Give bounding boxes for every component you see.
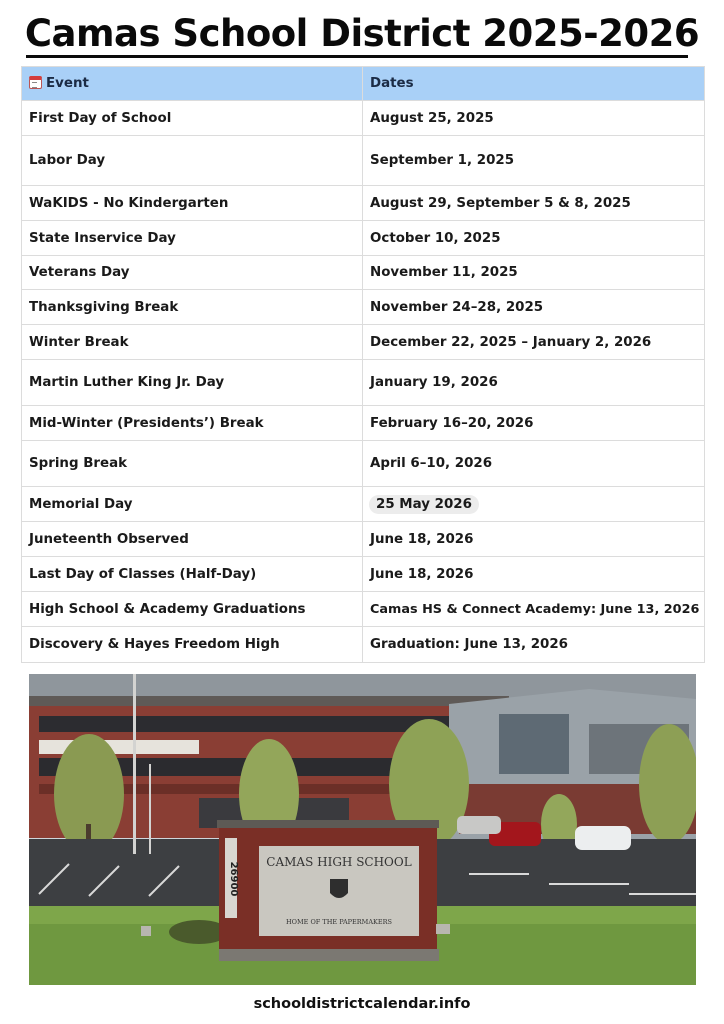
table-row bbox=[22, 256, 705, 290]
calendar-table bbox=[21, 66, 705, 663]
event-cell: Mid-Winter (Presidents’) Break bbox=[22, 406, 363, 441]
dates-cell: September 1, 2025 bbox=[363, 136, 705, 186]
table-row bbox=[22, 487, 705, 522]
event-cell: Discovery & Hayes Freedom High bbox=[22, 627, 363, 663]
table-row bbox=[22, 627, 705, 663]
header-event bbox=[22, 67, 363, 101]
dates-cell: November 11, 2025 bbox=[363, 256, 705, 290]
table-row bbox=[22, 101, 705, 136]
table-row bbox=[22, 325, 705, 360]
sign-subtitle: HOME OF THE PAPERMAKERS bbox=[286, 918, 392, 926]
table-row bbox=[22, 290, 705, 325]
sign-title: CAMAS HIGH SCHOOL bbox=[266, 855, 412, 869]
table-row bbox=[22, 592, 705, 627]
dates-cell: August 25, 2025 bbox=[363, 101, 705, 136]
event-cell: Last Day of Classes (Half-Day) bbox=[22, 557, 363, 592]
footer-site-link[interactable]: schooldistrictcalendar.info bbox=[253, 996, 471, 1012]
event-cell: High School & Academy Graduations bbox=[22, 592, 363, 627]
table-row bbox=[22, 441, 705, 487]
event-cell: Spring Break bbox=[22, 441, 363, 487]
event-cell: State Inservice Day bbox=[22, 221, 363, 256]
dates-cell: November 24–28, 2025 bbox=[363, 290, 705, 325]
camas-high-school-photo bbox=[29, 674, 696, 985]
dates-cell: June 18, 2026 bbox=[363, 557, 705, 592]
dates-cell: February 16–20, 2026 bbox=[363, 406, 705, 441]
table-row bbox=[22, 522, 705, 557]
table-row bbox=[22, 136, 705, 186]
dates-cell: Graduation: June 13, 2026 bbox=[363, 627, 705, 663]
table-row bbox=[22, 186, 705, 221]
table-header-row bbox=[22, 67, 705, 101]
dates-cell: April 6–10, 2026 bbox=[363, 441, 705, 487]
memorial-day-date-pill: 25 May 2026 bbox=[369, 495, 479, 514]
crest-icon bbox=[330, 879, 348, 898]
dates-cell: January 19, 2026 bbox=[363, 360, 705, 406]
event-cell: Martin Luther King Jr. Day bbox=[22, 360, 363, 406]
table-row bbox=[22, 557, 705, 592]
table-row bbox=[22, 406, 705, 441]
sign-number: 26900 bbox=[228, 861, 239, 897]
event-cell: Labor Day bbox=[22, 136, 363, 186]
dates-cell: Camas HS & Connect Academy: June 13, 2026 bbox=[363, 592, 705, 627]
header-event-label: Event bbox=[46, 76, 89, 91]
table-row bbox=[22, 221, 705, 256]
event-cell: Juneteenth Observed bbox=[22, 522, 363, 557]
calendar-icon bbox=[29, 76, 42, 89]
dates-cell bbox=[363, 487, 705, 522]
title-underline bbox=[26, 55, 688, 58]
event-cell: First Day of School bbox=[22, 101, 363, 136]
dates-cell: June 18, 2026 bbox=[363, 522, 705, 557]
table-row bbox=[22, 360, 705, 406]
dates-cell: August 29, September 5 & 8, 2025 bbox=[363, 186, 705, 221]
event-cell: Veterans Day bbox=[22, 256, 363, 290]
header-dates: Dates bbox=[363, 67, 705, 101]
dates-cell: October 10, 2025 bbox=[363, 221, 705, 256]
event-cell: Winter Break bbox=[22, 325, 363, 360]
event-cell: Memorial Day bbox=[22, 487, 363, 522]
dates-cell: December 22, 2025 – January 2, 2026 bbox=[363, 325, 705, 360]
event-cell: Thanksgiving Break bbox=[22, 290, 363, 325]
event-cell: WaKIDS - No Kindergarten bbox=[22, 186, 363, 221]
page-title: Camas School District 2025-2026 bbox=[24, 12, 700, 55]
